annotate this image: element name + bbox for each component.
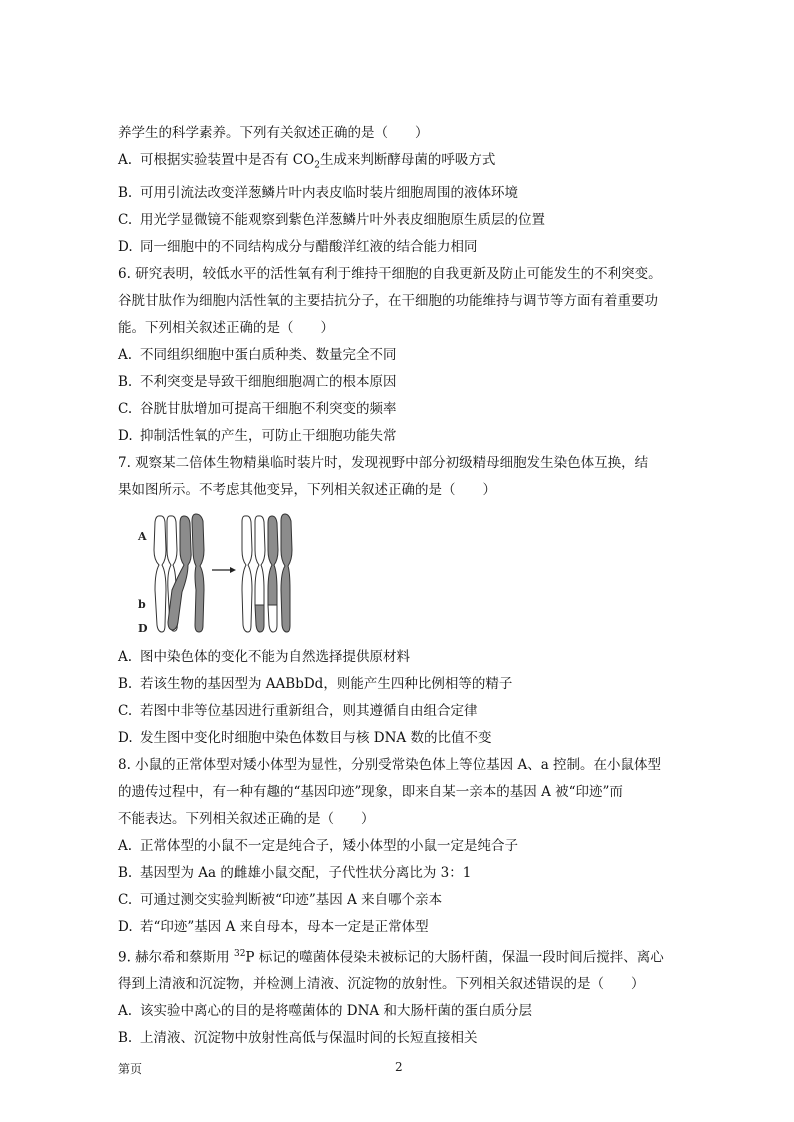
q7-option-c xyxy=(118,698,678,725)
q9-stem-line-2: 得到上清液和沉淀物，并检测上清液、沉淀物的放射性。下列相关叙述错误的是（ ） xyxy=(118,976,645,993)
chromatid-right-2-swap xyxy=(255,605,264,632)
q8-stem-line-1: 8. 小鼠的正常体型对矮小体型为显性，分别受常染色体上等位基因 A、a 控制。在小鼠体型 xyxy=(118,756,662,773)
option-text: 图中染色体的变化不能为自然选择提供原材料 xyxy=(140,648,410,665)
option-label: C. xyxy=(118,211,133,228)
chromosome-crossover-figure xyxy=(118,510,678,640)
q9-option-a xyxy=(118,998,678,1025)
q6-stem-line-3: 能。下列相关叙述正确的是（ ） xyxy=(118,319,334,336)
option-text: 可用引流法改变洋葱鳞片叶内表皮临时装片细胞周围的液体环境 xyxy=(140,184,518,201)
q8-stem-line-3: 不能表达。下列相关叙述正确的是（ ） xyxy=(118,810,375,827)
q6-stem-line-2: 谷胱甘肽作为细胞内活性氧的主要拮抗分子，在干细胞的功能维持与调节等方面有着重要功 xyxy=(118,292,658,309)
option-label: D. xyxy=(118,427,133,444)
intro-line: 养学生的科学素养。下列有关叙述正确的是（ ） xyxy=(118,125,429,141)
option-label: A. xyxy=(118,152,133,168)
q9-stem-start: 9. 赫尔希和蔡斯用 xyxy=(118,949,234,966)
chromatid-right-3 xyxy=(268,516,278,605)
arrow-head xyxy=(230,567,236,573)
option-label: C. xyxy=(118,400,133,417)
q5-option-c xyxy=(118,207,678,234)
chromosome-diagram xyxy=(138,510,298,640)
option-text: 正常体型的小鼠不一定是纯合子，矮小体型的小鼠一定是纯合子 xyxy=(140,837,518,854)
figure-label-d: D xyxy=(138,621,148,635)
q6-option-d xyxy=(118,423,678,450)
option-text: 抑制活性氧的产生，可防止干细胞功能失常 xyxy=(140,427,397,444)
q8-option-c xyxy=(118,887,678,914)
subscript: 2 xyxy=(314,160,320,171)
option-text: 若“印迹”基因 A 来自母本，母本一定是正常体型 xyxy=(140,918,429,935)
option-text: 同一细胞中的不同结构成分与醋酸洋红液的结合能力相同 xyxy=(140,238,478,255)
superscript: 32 xyxy=(233,948,246,959)
chromatid-left-1 xyxy=(154,516,166,632)
chromatid-right-1 xyxy=(242,516,252,632)
option-label: B. xyxy=(118,864,133,881)
option-text: 不利突变是导致干细胞细胞凋亡的根本原因 xyxy=(140,373,397,390)
option-label: C. xyxy=(118,702,133,719)
chromatid-right-4 xyxy=(281,514,292,632)
q5-option-a xyxy=(118,147,678,180)
option-text: 可根据实验装置中是否有 CO xyxy=(140,152,315,168)
option-label: B. xyxy=(118,1030,133,1047)
option-label: A. xyxy=(118,346,133,363)
q8-option-b xyxy=(118,860,678,887)
option-label: A. xyxy=(118,837,133,854)
q7-stem-line-2: 果如图所示。不考虑其他变异，下列相关叙述正确的是（ ） xyxy=(118,481,496,498)
option-text-rest: 生成来判断酵母菌的呼吸方式 xyxy=(319,152,496,168)
q5-option-d xyxy=(118,234,678,261)
option-label: B. xyxy=(118,675,133,692)
q9-stem-line-1 xyxy=(118,941,678,972)
option-text: 用光学显微镜不能观察到紫色洋葱鳞片叶外表皮细胞原生质层的位置 xyxy=(140,211,545,228)
q7-option-d xyxy=(118,725,678,752)
option-label: D. xyxy=(118,729,133,746)
q9-stem-rest: P 标记的噬菌体侵染未被标记的大肠杆菌，保温一段时间后搅拌、离心 xyxy=(245,949,664,966)
option-text: 可通过测交实验判断被“印迹”基因 A 来自哪个亲本 xyxy=(140,891,443,908)
option-label: D. xyxy=(118,238,133,255)
q6-option-b xyxy=(118,369,678,396)
chromatid-right-2 xyxy=(255,516,265,605)
footer-page-number: 2 xyxy=(395,1060,403,1074)
option-label: A. xyxy=(118,648,133,665)
q7-stem-line-1: 7. 观察某二倍体生物精巢临时装片时，发现视野中部分初级精母细胞发生染色体互换，结 xyxy=(118,454,649,471)
q9-option-b xyxy=(118,1025,678,1052)
option-text: 若图中非等位基因进行重新组合，则其遵循自由组合定律 xyxy=(140,702,478,719)
option-text: 谷胱甘肽增加可提高干细胞不利突变的频率 xyxy=(140,400,397,417)
option-text: 上清液、沉淀物中放射性高低与保温时间的长短直接相关 xyxy=(140,1030,478,1047)
q6-option-c xyxy=(118,396,678,423)
q7-option-b xyxy=(118,671,678,698)
footer-page-label: 第页 xyxy=(118,1062,143,1076)
option-text: 不同组织细胞中蛋白质种类、数量完全不同 xyxy=(140,346,397,363)
q6-stem-line-1: 6. 研究表明，较低水平的活性氧有利于维持干细胞的自我更新及防止可能发生的不利突变。 xyxy=(118,265,662,282)
chromatid-left-4 xyxy=(192,514,204,632)
q8-option-d xyxy=(118,914,678,941)
option-label: B. xyxy=(118,184,133,201)
option-label: C. xyxy=(118,891,133,908)
q8-option-a xyxy=(118,833,678,860)
option-label: A. xyxy=(118,1003,133,1020)
option-text: 若该生物的基因型为 AABbDd，则能产生四种比例相等的精子 xyxy=(140,675,513,692)
option-text: 该实验中离心的目的是将噬菌体的 DNA 和大肠杆菌的蛋白质分层 xyxy=(140,1003,532,1020)
option-text: 基因型为 Aa 的雌雄小鼠交配，子代性状分离比为 3：1 xyxy=(140,864,472,881)
option-label: D. xyxy=(118,918,133,935)
q5-option-b xyxy=(118,180,678,207)
chromatid-right-3-swap xyxy=(268,605,277,632)
page-content xyxy=(118,120,678,1052)
q6-option-a xyxy=(118,342,678,369)
option-text: 发生图中变化时细胞中染色体数目与核 DNA 数的比值不变 xyxy=(140,729,492,746)
figure-label-b: b xyxy=(138,597,146,611)
option-label: B. xyxy=(118,373,133,390)
q8-stem-line-2: 的遗传过程中，有一种有趣的“基因印迹”现象，即来自某一亲本的基因 A 被“印迹”而 xyxy=(118,783,623,800)
figure-label-a: A xyxy=(138,529,147,543)
q7-option-a xyxy=(118,644,678,671)
